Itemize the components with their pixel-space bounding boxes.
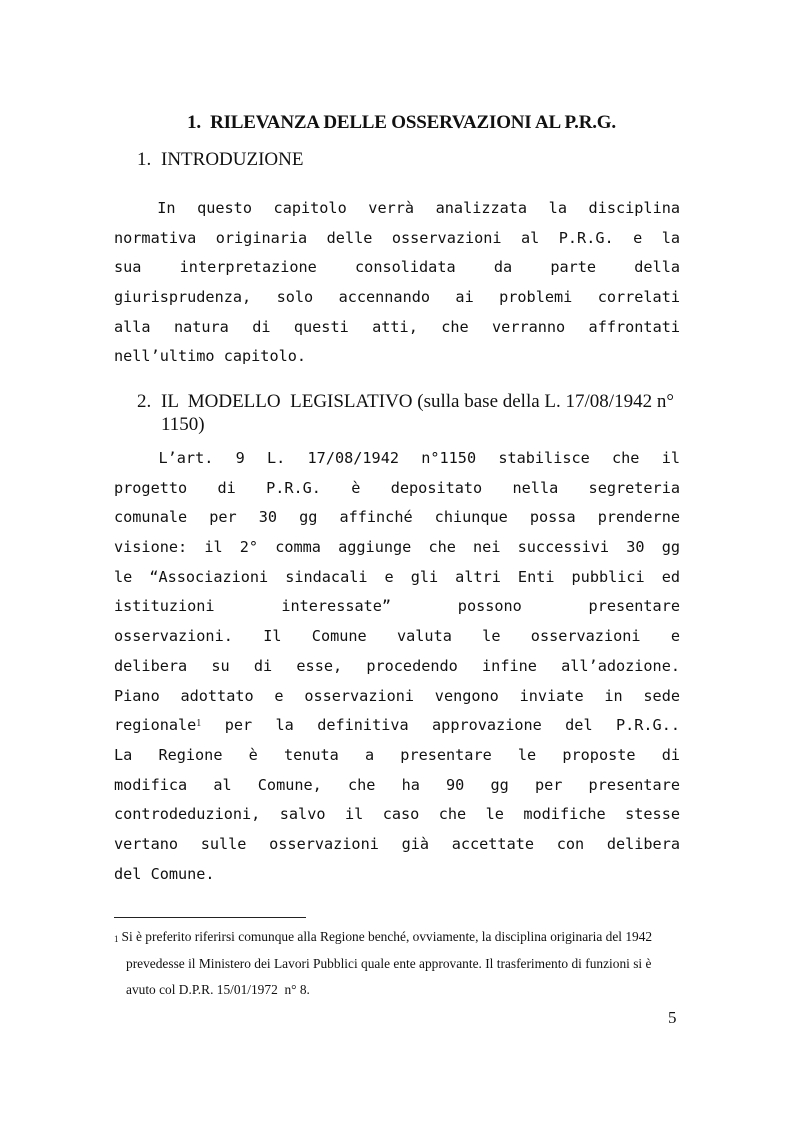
footnote-divider — [114, 917, 306, 918]
section-heading-modello-legislativo — [137, 390, 697, 436]
text-fragment: per la definitiva approvazione del P.R.G.. — [224, 716, 680, 735]
section-title-line1: IL MODELLO LEGISLATIVO (sulla base della L. 17/08/1942 n° — [161, 391, 674, 412]
paragraph-modello-legislativo — [114, 444, 680, 889]
footnote-text: Si è preferito riferirsi comunque alla Regione benché, ovviamente, la disciplina originaria del 1942 — [121, 929, 653, 944]
section-title: INTRODUZIONE — [161, 149, 304, 170]
footnote — [114, 924, 684, 1004]
footnote-line: avuto col D.P.R. 15/01/1972 n° 8. — [126, 982, 310, 997]
text-line: normativa originaria delle osservazioni al P.R.G. e la — [114, 228, 680, 247]
chapter-number: 1. — [187, 112, 201, 133]
section-heading-introduzione — [137, 148, 697, 171]
text-line: comunale per 30 gg affinché chiunque possa prenderne — [114, 508, 680, 527]
text-line: nell’ultimo capitolo. — [114, 347, 307, 366]
text-line: modifica al Comune, che ha 90 gg per presentare — [114, 775, 680, 794]
text-line: Piano adottato e osservazioni vengono inviate in sede — [114, 686, 680, 705]
section-number: 2. — [137, 391, 152, 412]
text-line: giurisprudenza, solo accennando ai problemi correlati — [114, 288, 680, 307]
text-line: controdeduzioni, salvo il caso che le modifiche stesse — [114, 805, 680, 824]
text-line: L’art. 9 L. 17/08/1942 n°1150 stabilisce che il — [114, 449, 680, 467]
footnote-line — [114, 924, 684, 951]
text-line: vertano sulle osservazioni già accettate con delibera — [114, 834, 680, 853]
text-line: osservazioni. Il Comune valuta le osservazioni e — [114, 627, 680, 646]
text-line: alla natura di questi atti, che verranno affrontati — [114, 317, 680, 336]
text-line: sua interpretazione consolidata da parte della — [114, 258, 680, 277]
text-line: del Comune. — [114, 864, 215, 883]
footnote-line: prevedesse il Ministero dei Lavori Pubblici quale ente approvante. Il trasferimento di funzioni si è — [126, 955, 652, 971]
text-line: La Regione è tenuta a presentare le proposte di — [114, 745, 680, 764]
footnote-reference[interactable]: 1 — [196, 718, 202, 730]
footnote-number: 1 — [114, 934, 119, 944]
text-line-with-footnote-ref — [114, 711, 680, 741]
chapter-title — [0, 112, 793, 134]
section-title-line2: 1150) — [161, 414, 205, 435]
text-line: progetto di P.R.G. è depositato nella segreteria — [114, 478, 680, 497]
text-line: delibera su di esse, procedendo infine all’adozione. — [114, 656, 680, 675]
text-line: istituzioni interessate” possono presentare — [114, 597, 680, 616]
paragraph-introduzione — [114, 194, 680, 372]
section-number: 1. — [137, 149, 152, 170]
page-number: 5 — [668, 1008, 677, 1027]
text-line: visione: il 2° comma aggiunge che nei successivi 30 gg — [114, 538, 680, 557]
chapter-title-text: RILEVANZA DELLE OSSERVAZIONI AL P.R.G. — [210, 112, 616, 133]
text-line: le “Associazioni sindacali e gli altri Enti pubblici ed — [114, 567, 680, 586]
text-line: In questo capitolo verrà analizzata la disciplina — [114, 199, 680, 217]
text-fragment: regionale — [114, 716, 197, 735]
